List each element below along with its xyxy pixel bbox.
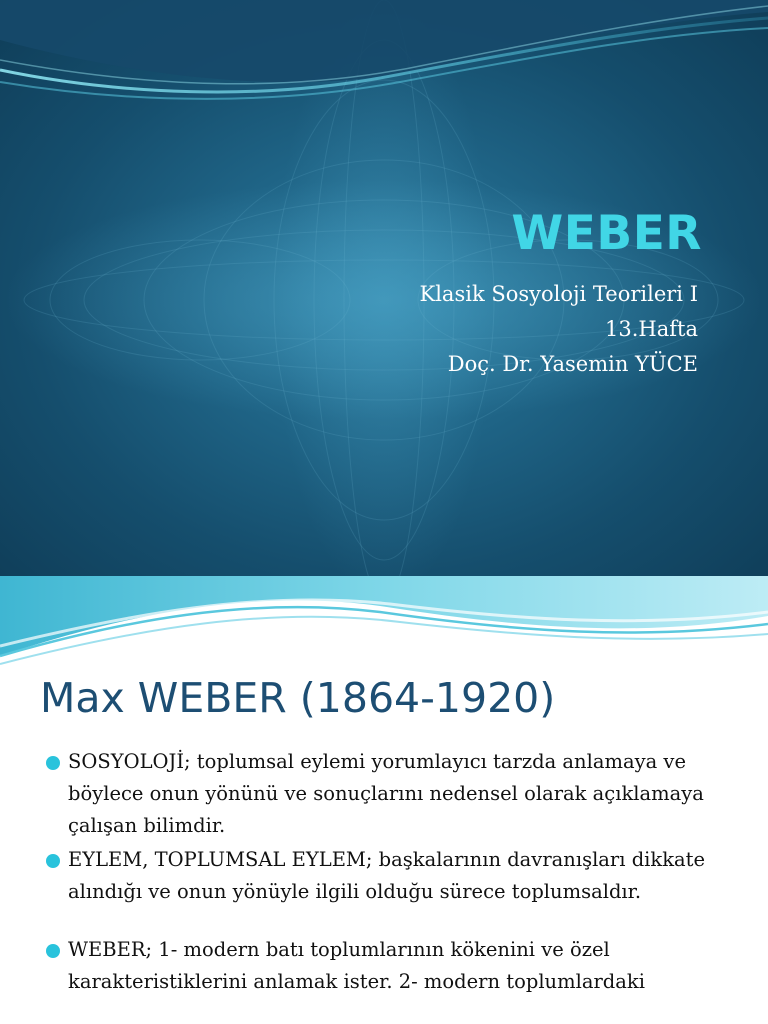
- bullet-icon: [46, 756, 60, 770]
- bullet-list: [46, 746, 736, 1000]
- header-wave-decoration: [0, 576, 768, 676]
- content-title: Max WEBER (1864-1920): [40, 674, 556, 722]
- list-item: [46, 844, 736, 908]
- bullet-text: EYLEM, TOPLUMSAL EYLEM; başkalarının davranışları dikkate alındığı ve onun yönüyle ilgili olduğu sürece toplumsaldır.: [68, 848, 706, 903]
- list-item: [46, 746, 736, 842]
- week-label: 13.Hafta: [605, 317, 698, 341]
- bullet-text: SOSYOLOJİ; toplumsal eylemi yorumlayıcı tarzda anlamaya ve böylece onun yönünü ve sonuçlarını nedensel olarak açıklamaya çalışan bilimdir.: [68, 750, 704, 837]
- slide-subtitle: [420, 277, 698, 382]
- bullet-icon: [46, 854, 60, 868]
- author-name: Doç. Dr. Yasemin YÜCE: [447, 352, 698, 376]
- bullet-icon: [46, 944, 60, 958]
- course-name: Klasik Sosyoloji Teorileri I: [419, 282, 698, 306]
- bullet-text: WEBER; 1- modern batı toplumlarının kökenini ve özel karakteristiklerini anlamak ister. 2- modern toplumlardaki: [68, 938, 645, 993]
- content-slide: [0, 576, 768, 1024]
- slide-title: WEBER: [511, 206, 702, 261]
- list-item: [46, 934, 736, 998]
